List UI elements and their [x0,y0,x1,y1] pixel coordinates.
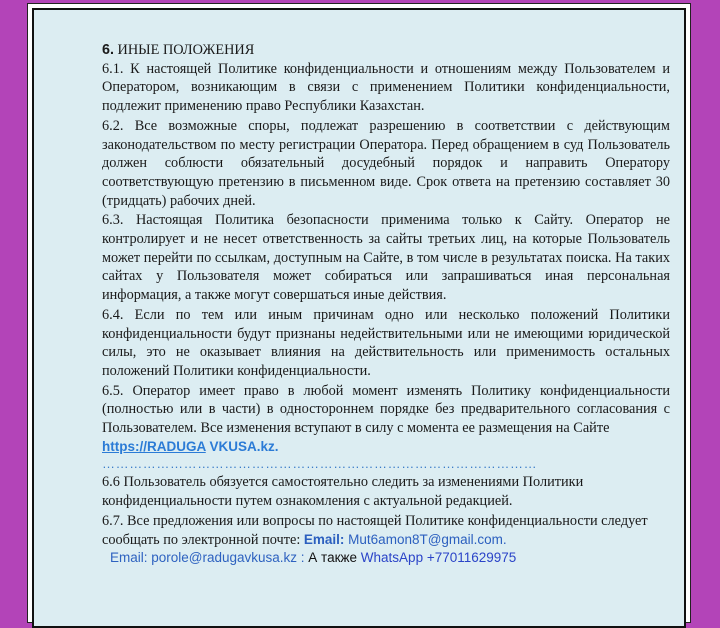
document-body [102,41,670,568]
section-title: ИНЫЕ ПОЛОЖЕНИЯ [117,42,255,58]
site-link[interactable] [102,438,670,457]
paragraph-6-1: 6.1. К настоящей Политике конфиденциальности и отношениям между Пользователем и Оператором, возникающим в связи с применением Политики конфиденциальности, подлежит применению право Республики Казахстан. [102,60,670,115]
email-primary[interactable] [304,532,507,547]
paragraph-6-7 [102,512,670,549]
email-primary-value[interactable]: Mut6amon8T@gmail.com. [344,531,507,547]
paragraph-6-2: 6.2. Все возможные споры, подлежат разрешению в соответствии с действующим законодательством по месту регистрации Оператора. Перед обращением в суд Пользователь должен соблюсти обязательный досудебный порядок и направить Оператору соответствующую претензию в письменном виде. Срок ответа на претензию составляет 30 (тридцать) рабочих дней. [102,117,670,209]
site-link-part2[interactable]: VKUSA.kz. [205,438,279,454]
email-secondary[interactable]: Email: porole@radugavkusa.kz : [110,550,305,566]
dotted-separator: …………………………………………………………………………………… [102,456,538,472]
contact-line [110,549,670,568]
paragraph-6-7-text: 6.7. Все предложения или вопросы по настоящей Политике конфиденциальности следует сообщать по электронной почте: [102,512,648,548]
site-link-part1[interactable]: https://RADUGA [102,438,206,454]
section-number: 6. [102,42,114,58]
also-text: А также [304,550,361,566]
whatsapp-contact[interactable]: WhatsApp +77011629975 [360,550,517,566]
paragraph-6-6: 6.6 Пользователь обязуется самостоятельно следить за изменениями Политики конфиденциальности путем ознакомления с актуальной редакцией. [102,474,584,510]
section-heading [102,41,670,60]
email-primary-label: Email: [303,531,345,547]
paragraph-6-5: 6.5. Оператор имеет право в любой момент изменять Политику конфиденциальности (полностью или в части) в одностороннем порядке без предварительного согласования с Пользователем. Все изменения вступают в силу с момента ее размещения на Сайте [102,382,670,437]
paragraph-6-4: 6.4. Если по тем или иным причинам одно или несколько положений Политики конфиденциальности будут признаны недействительными или не имеющими юридической силы, это не оказывает влияния на действительность или применимость остальных положений Политики конфиденциальности. [102,306,670,379]
paragraph-6-3: 6.3. Настоящая Политика безопасности применима только к Сайту. Оператор не контролирует и не несет ответственность за сайты третьих лиц, на которые Пользователь может перейти по ссылкам, доступным на Сайте, в том числе в результатах поиска. На таких сайтах у Пользователя может собираться или запрашиваться иная персональная информация, а также могут совершаться иные действия. [102,212,670,304]
